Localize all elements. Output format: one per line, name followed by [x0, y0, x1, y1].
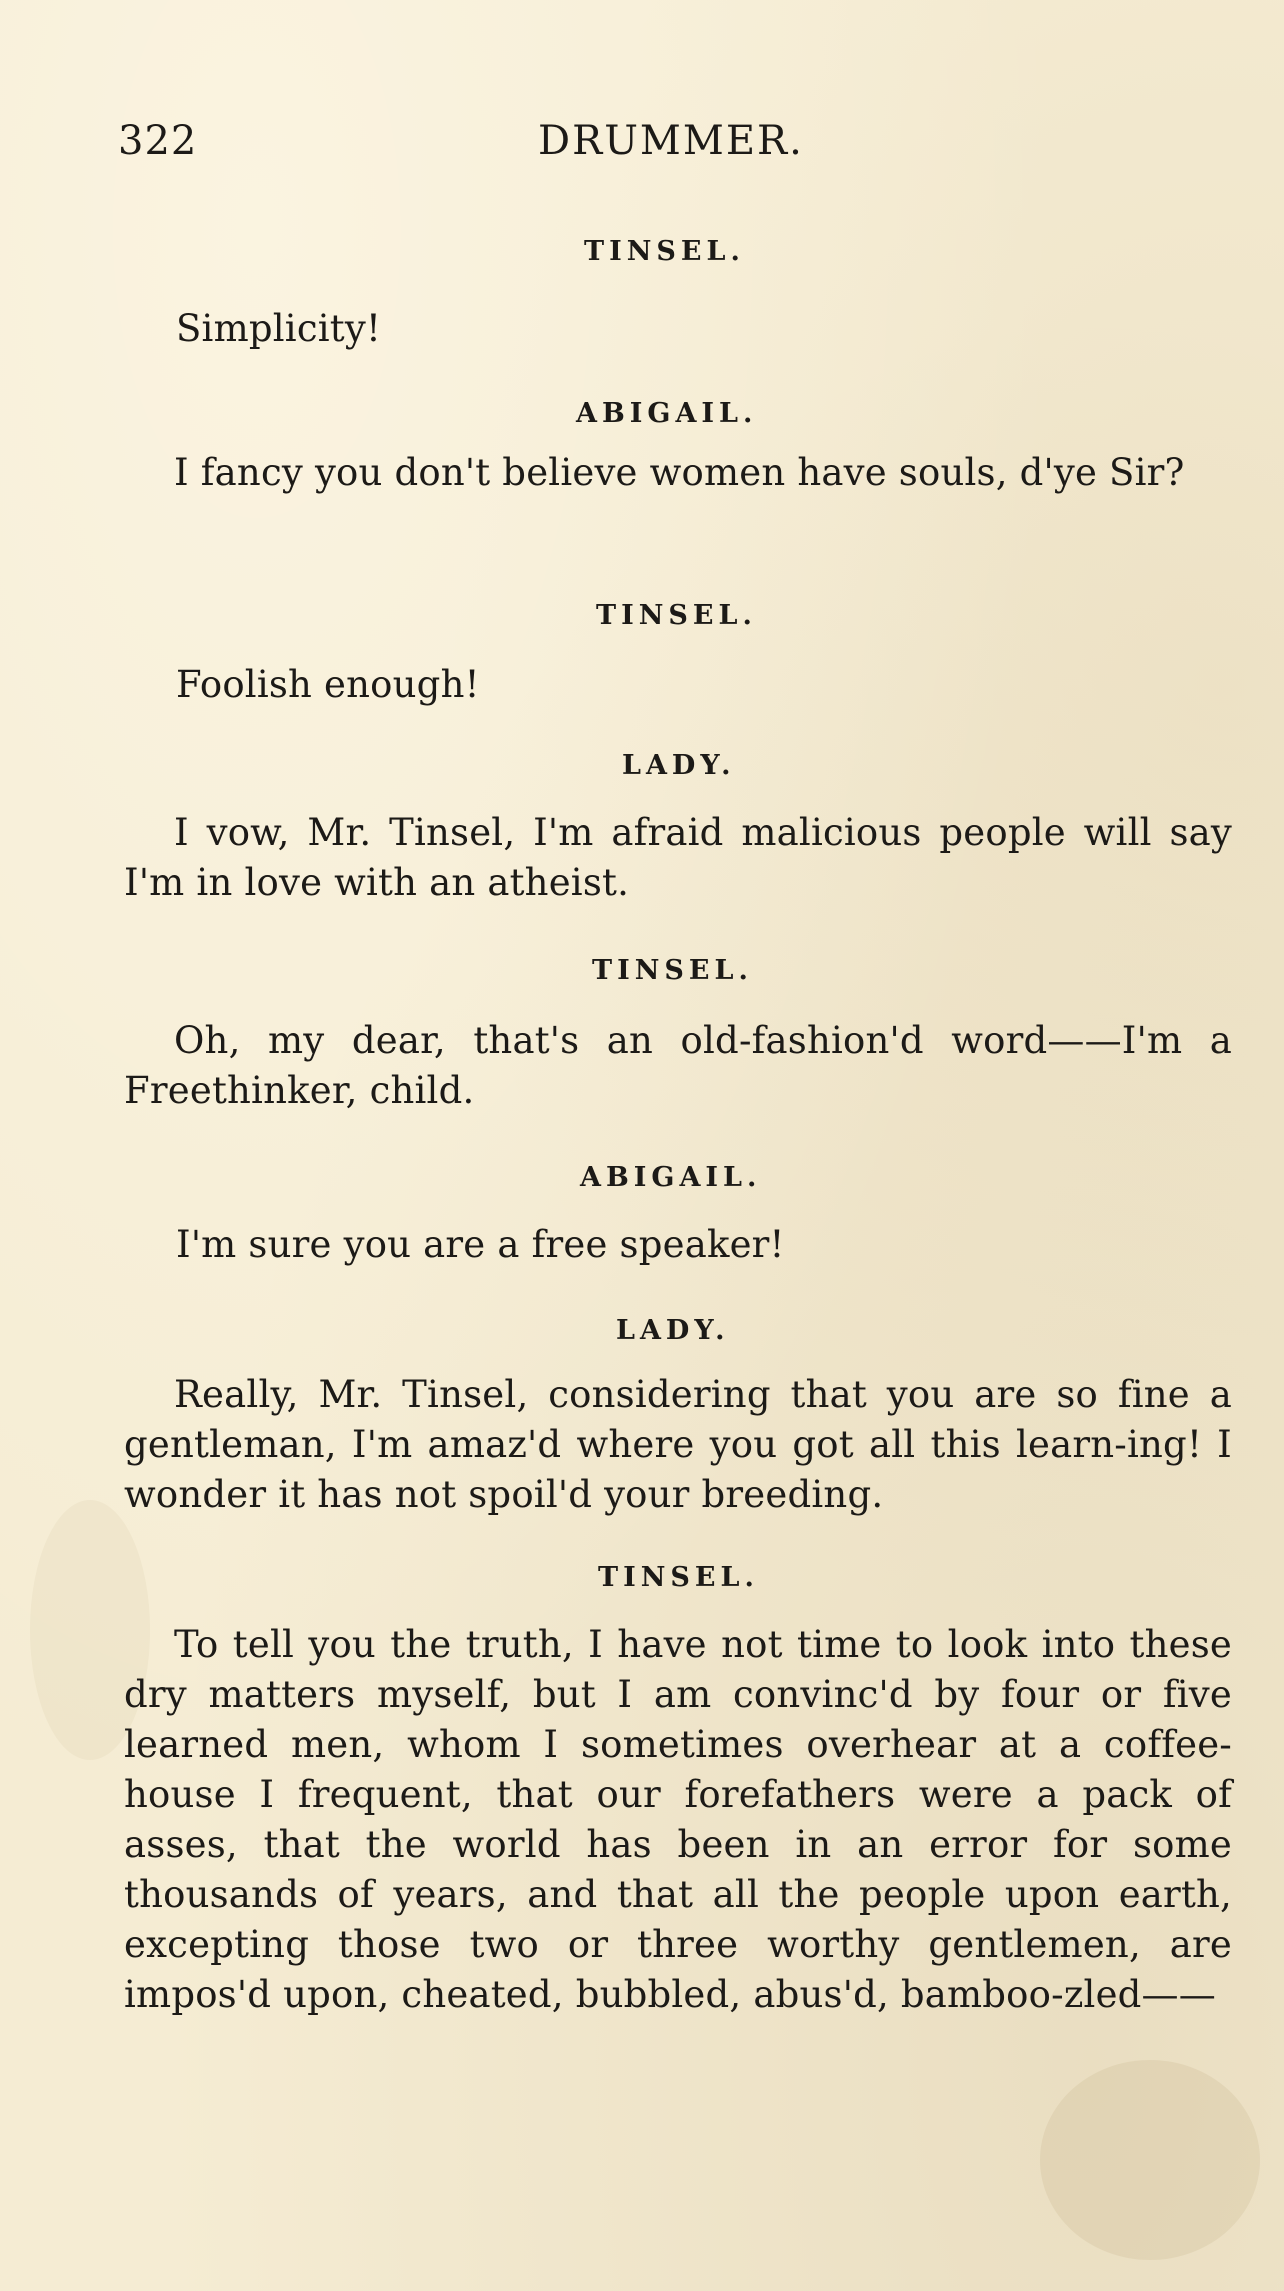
- speech-text: Foolish enough!: [176, 663, 480, 706]
- speaker-name: TINSEL.: [598, 1562, 759, 1593]
- speech-text: I fancy you don't believe women have souls, d'ye Sir?: [174, 451, 1185, 494]
- speaker-name: ABIGAIL.: [576, 398, 758, 429]
- running-head: DRUMMER.: [538, 118, 804, 164]
- speaker-name: ABIGAIL.: [580, 1162, 762, 1193]
- speech-text: I vow, Mr. Tinsel, I'm afraid malicious people will say I'm in love with an atheist.: [124, 811, 1232, 904]
- speaker-name: TINSEL.: [596, 600, 757, 631]
- speech-text: Really, Mr. Tinsel, considering that you are so fine a gentleman, I'm amaz'd where you got all this learn-ing! I wonder it has not spoil'd your breeding.: [124, 1373, 1232, 1516]
- speech-text: Simplicity!: [176, 307, 382, 350]
- speaker-name: LADY.: [616, 1315, 730, 1346]
- speech-text: Oh, my dear, that's an old-fashion'd word——I'm a Freethinker, child.: [124, 1019, 1232, 1112]
- page-header: [118, 118, 1218, 178]
- paper-stain: [1040, 2060, 1260, 2260]
- speech-text: I'm sure you are a free speaker!: [176, 1223, 785, 1266]
- speaker-name: TINSEL.: [592, 955, 753, 986]
- speaker-name: LADY.: [622, 750, 736, 781]
- page-number: 322: [118, 118, 198, 164]
- speaker-name: TINSEL.: [584, 236, 745, 267]
- speech-text: To tell you the truth, I have not time to look into these dry matters myself, but I am convinc'd by four or five learned men, whom I sometimes overhear at a coffee-house I frequent, that our forefathers were a pack of asses, that the world has been in an error for some thousands of years, and that all the people upon earth, excepting those two or three worthy gentlemen, are impos'd upon, cheated, bubbled, abus'd, bamboo-zled——: [124, 1623, 1232, 2016]
